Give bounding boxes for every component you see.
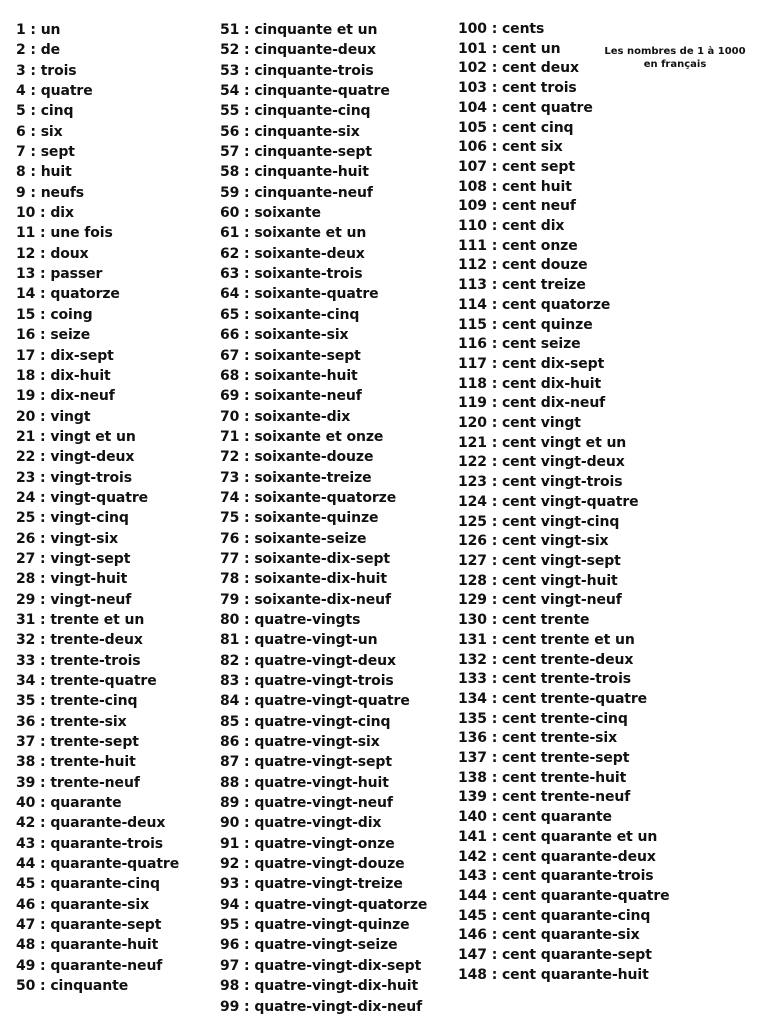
- number-entry: 14 : quatorze: [16, 286, 120, 303]
- number-entry: 74 : soixante-quatorze: [220, 489, 397, 506]
- number-entry: 118 : cent dix-huit: [458, 375, 602, 392]
- number-entry: 90 : quatre-vingt-dix: [220, 815, 382, 832]
- number-entry: 130 : cent trente: [458, 612, 590, 629]
- number-entry: 80 : quatre-vingts: [220, 611, 361, 628]
- number-entry: 6 : six: [16, 123, 63, 140]
- number-column-1: [16, 20, 179, 997]
- number-entry: 19 : dix-neuf: [16, 388, 115, 405]
- number-entry: 75 : soixante-quinze: [220, 510, 379, 527]
- number-entry: 143 : cent quarante-trois: [458, 868, 654, 885]
- number-entry: 68 : soixante-huit: [220, 367, 358, 384]
- number-entry: 104 : cent quatre: [458, 99, 593, 116]
- number-entry: 33 : trente-trois: [16, 652, 141, 669]
- number-entry: 92 : quatre-vingt-douze: [220, 856, 405, 873]
- number-entry: 115 : cent quinze: [458, 316, 593, 333]
- number-entry: 12 : doux: [16, 245, 89, 262]
- number-entry: 146 : cent quarante-six: [458, 927, 640, 944]
- number-entry: 84 : quatre-vingt-quatre: [220, 693, 410, 710]
- number-entry: 100 : cents: [458, 21, 545, 37]
- number-entry: 136 : cent trente-six: [458, 730, 618, 747]
- number-entry: 49 : quarante-neuf: [16, 957, 163, 974]
- number-entry: 77 : soixante-dix-sept: [220, 550, 391, 567]
- number-entry: 38 : trente-huit: [16, 754, 136, 771]
- number-entry: 62 : soixante-deux: [220, 245, 365, 262]
- number-entry: 32 : trente-deux: [16, 632, 143, 649]
- number-entry: 99 : quatre-vingt-dix-neuf: [220, 998, 423, 1015]
- number-entry: 102 : cent deux: [458, 60, 579, 77]
- number-entry: 50 : cinquante: [16, 978, 129, 995]
- number-entry: 109 : cent neuf: [458, 198, 576, 215]
- number-entry: 123 : cent vingt-trois: [458, 474, 623, 491]
- number-entry: 72 : soixante-douze: [220, 449, 374, 466]
- number-entry: 47 : quarante-sept: [16, 917, 162, 934]
- number-entry: 23 : vingt-trois: [16, 469, 132, 486]
- number-entry: 129 : cent vingt-neuf: [458, 592, 622, 609]
- number-entry: 55 : cinquante-cinq: [220, 103, 371, 120]
- number-entry: 66 : soixante-six: [220, 327, 349, 344]
- number-entry: 1 : un: [16, 22, 61, 38]
- number-entry: 108 : cent huit: [458, 178, 572, 195]
- number-entry: 28 : vingt-huit: [16, 571, 128, 588]
- number-entry: 60 : soixante: [220, 205, 321, 222]
- number-entry: 40 : quarante: [16, 795, 122, 812]
- number-entry: 128 : cent vingt-huit: [458, 572, 618, 589]
- number-entry: 42 : quarante-deux: [16, 815, 166, 832]
- number-entry: 93 : quatre-vingt-treize: [220, 876, 403, 893]
- number-entry: 13 : passer: [16, 266, 103, 283]
- number-entry: 24 : vingt-quatre: [16, 489, 149, 506]
- number-entry: 58 : cinquante-huit: [220, 164, 369, 181]
- number-entry: 137 : cent trente-sept: [458, 750, 630, 767]
- number-entry: 107 : cent sept: [458, 158, 575, 175]
- number-entry: 65 : soixante-cinq: [220, 306, 360, 323]
- number-entry: 126 : cent vingt-six: [458, 533, 609, 550]
- number-entry: 36 : trente-six: [16, 713, 127, 730]
- number-entry: 96 : quatre-vingt-seize: [220, 937, 398, 954]
- number-entry: 26 : vingt-six: [16, 530, 119, 547]
- number-entry: 131 : cent trente et un: [458, 631, 635, 648]
- number-entry: 106 : cent six: [458, 139, 563, 156]
- number-entry: 133 : cent trente-trois: [458, 671, 632, 688]
- number-entry: 114 : cent quatorze: [458, 296, 611, 313]
- number-entry: 124 : cent vingt-quatre: [458, 493, 639, 510]
- number-entry: 29 : vingt-neuf: [16, 591, 132, 608]
- number-entry: 37 : trente-sept: [16, 734, 139, 751]
- number-entry: 69 : soixante-neuf: [220, 388, 362, 405]
- number-entry: 52 : cinquante-deux: [220, 42, 376, 59]
- number-entry: 91 : quatre-vingt-onze: [220, 835, 395, 852]
- number-entry: 44 : quarante-quatre: [16, 856, 180, 873]
- number-entry: 5 : cinq: [16, 103, 74, 120]
- number-entry: 45 : quarante-cinq: [16, 876, 160, 893]
- number-entry: 89 : quatre-vingt-neuf: [220, 795, 393, 812]
- number-entry: 53 : cinquante-trois: [220, 62, 374, 79]
- number-entry: 81 : quatre-vingt-un: [220, 632, 378, 649]
- number-entry: 148 : cent quarante-huit: [458, 966, 649, 983]
- number-entry: 78 : soixante-dix-huit: [220, 571, 387, 588]
- number-entry: 3 : trois: [16, 62, 77, 79]
- number-entry: 43 : quarante-trois: [16, 835, 164, 852]
- number-entry: 67 : soixante-sept: [220, 347, 361, 364]
- number-entry: 111 : cent onze: [458, 237, 578, 254]
- number-entry: 95 : quatre-vingt-quinze: [220, 917, 410, 934]
- number-entry: 138 : cent trente-huit: [458, 769, 627, 786]
- number-entry: 140 : cent quarante: [458, 809, 612, 826]
- number-entry: 82 : quatre-vingt-deux: [220, 652, 396, 669]
- number-entry: 56 : cinquante-six: [220, 123, 360, 140]
- number-entry: 27 : vingt-sept: [16, 550, 131, 567]
- number-entry: 18 : dix-huit: [16, 367, 111, 384]
- number-entry: 17 : dix-sept: [16, 347, 114, 364]
- number-entry: 105 : cent cinq: [458, 119, 574, 136]
- number-entry: 86 : quatre-vingt-six: [220, 734, 380, 751]
- number-entry: 21 : vingt et un: [16, 428, 136, 445]
- number-entry: 22 : vingt-deux: [16, 449, 135, 466]
- number-entry: 98 : quatre-vingt-dix-huit: [220, 978, 419, 995]
- number-entry: 51 : cinquante et un: [220, 22, 378, 38]
- number-entry: 76 : soixante-seize: [220, 530, 367, 547]
- page-title: Les nombres de 1 à 1000 en français: [604, 46, 746, 70]
- number-entry: 120 : cent vingt: [458, 415, 581, 432]
- number-entry: 87 : quatre-vingt-sept: [220, 754, 392, 771]
- number-entry: 125 : cent vingt-cinq: [458, 513, 620, 530]
- number-entry: 59 : cinquante-neuf: [220, 184, 373, 201]
- number-entry: 134 : cent trente-quatre: [458, 690, 648, 707]
- number-entry: 141 : cent quarante et un: [458, 828, 658, 845]
- number-entry: 11 : une fois: [16, 225, 113, 242]
- number-entry: 121 : cent vingt et un: [458, 434, 627, 451]
- number-column-2: [220, 20, 427, 1017]
- number-entry: 16 : seize: [16, 327, 91, 344]
- number-entry: 70 : soixante-dix: [220, 408, 351, 425]
- number-entry: 97 : quatre-vingt-dix-sept: [220, 957, 422, 974]
- number-entry: 39 : trente-neuf: [16, 774, 140, 791]
- number-entry: 35 : trente-cinq: [16, 693, 138, 710]
- number-entry: 79 : soixante-dix-neuf: [220, 591, 392, 608]
- number-entry: 110 : cent dix: [458, 218, 565, 235]
- number-entry: 122 : cent vingt-deux: [458, 454, 625, 471]
- number-entry: 94 : quatre-vingt-quatorze: [220, 896, 428, 913]
- number-entry: 117 : cent dix-sept: [458, 355, 605, 372]
- number-entry: 71 : soixante et onze: [220, 428, 384, 445]
- number-entry: 73 : soixante-treize: [220, 469, 372, 486]
- number-entry: 113 : cent treize: [458, 277, 586, 294]
- number-entry: 132 : cent trente-deux: [458, 651, 634, 668]
- number-entry: 20 : vingt: [16, 408, 91, 425]
- number-entry: 147 : cent quarante-sept: [458, 947, 652, 964]
- number-entry: 101 : cent un: [458, 40, 561, 57]
- number-column-3: [458, 20, 670, 985]
- number-entry: 103 : cent trois: [458, 80, 577, 97]
- number-entry: 142 : cent quarante-deux: [458, 848, 656, 865]
- number-entry: 31 : trente et un: [16, 611, 145, 628]
- number-entry: 127 : cent vingt-sept: [458, 552, 621, 569]
- number-entry: 116 : cent seize: [458, 336, 581, 353]
- number-entry: 15 : coing: [16, 306, 93, 323]
- number-entry: 48 : quarante-huit: [16, 937, 159, 954]
- number-entry: 112 : cent douze: [458, 257, 588, 274]
- number-entry: 2 : de: [16, 42, 61, 59]
- number-entry: 46 : quarante-six: [16, 896, 150, 913]
- number-entry: 119 : cent dix-neuf: [458, 395, 606, 412]
- number-entry: 64 : soixante-quatre: [220, 286, 379, 303]
- number-entry: 10 : dix: [16, 205, 74, 222]
- number-entry: 85 : quatre-vingt-cinq: [220, 713, 391, 730]
- number-entry: 54 : cinquante-quatre: [220, 83, 390, 100]
- number-entry: 88 : quatre-vingt-huit: [220, 774, 389, 791]
- number-entry: 135 : cent trente-cinq: [458, 710, 628, 727]
- number-entry: 63 : soixante-trois: [220, 266, 363, 283]
- number-entry: 34 : trente-quatre: [16, 673, 157, 689]
- number-entry: 139 : cent trente-neuf: [458, 789, 631, 806]
- number-entry: 57 : cinquante-sept: [220, 144, 372, 161]
- number-entry: 83 : quatre-vingt-trois: [220, 673, 394, 689]
- number-entry: 4 : quatre: [16, 83, 93, 100]
- number-entry: 61 : soixante et un: [220, 225, 367, 242]
- number-entry: 7 : sept: [16, 144, 75, 161]
- number-entry: 9 : neufs: [16, 184, 85, 201]
- number-entry: 25 : vingt-cinq: [16, 510, 129, 527]
- number-entry: 8 : huit: [16, 164, 72, 181]
- number-entry: 145 : cent quarante-cinq: [458, 907, 651, 924]
- number-entry: 144 : cent quarante-quatre: [458, 887, 670, 904]
